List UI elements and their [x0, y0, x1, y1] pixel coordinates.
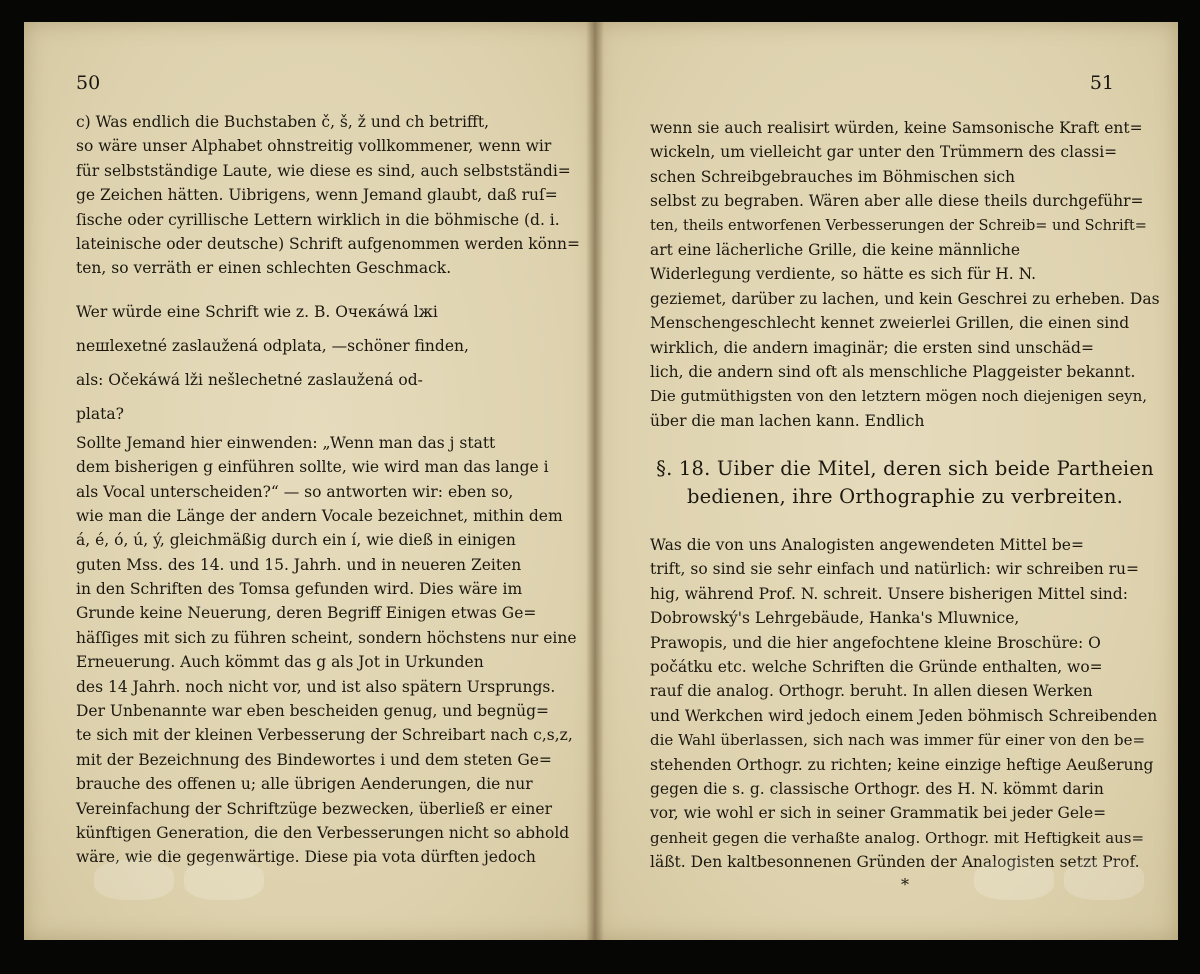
- text-line: Prawopis, und die hier angefochtene kleine Broschüre: O: [650, 633, 1101, 652]
- text-line: trift, so sind sie sehr einfach und natürlich: wir schreiben ru=: [650, 560, 1139, 579]
- text-line: Der Unbenannte war eben bescheiden genug, und begnüg=: [76, 702, 550, 721]
- text-line: läßt. Den kaltbesonnenen Gründen der Analogisten setzt Prof.: [650, 853, 1140, 872]
- text-line: Erneuerung. Auch kömmt das g als Jot in Urkunden: [76, 653, 484, 672]
- text-line: Was die von uns Analogisten angewendeten Mittel be=: [650, 536, 1084, 555]
- text-line: Menschengeschlecht kennet zweierlei Grillen, die einen sind: [650, 314, 1130, 333]
- text-line: genheit gegen die verhaßte analog. Orthogr. mit Heftigkeit aus=: [650, 828, 1145, 847]
- text-line: te sich mit der kleinen Verbesserung der Schreibart nach c,s,z,: [76, 726, 573, 745]
- watermark-stain: [974, 860, 1054, 900]
- text-line: lateinische oder deutsche) Schrift aufgenommen werden könn=: [76, 234, 580, 253]
- text-line: gegen die s. g. classische Orthogr. des H. N. kömmt darin: [650, 779, 1104, 798]
- text-line: Sollte Jemand hier einwenden: „Wenn man das j statt: [76, 433, 496, 452]
- text-line: lich, die andern sind oft als menschliche Plaggeister bekannt.: [650, 362, 1136, 381]
- text-line: ten, theils entworfenen Verbesserungen der Schreib= und Schrift=: [650, 217, 1147, 234]
- text-line: Wer würde eine Schrift wie z. B. Очекáwá lжі: [76, 302, 438, 321]
- text-line: hig, während Prof. N. schreit. Unsere bisherigen Mittel sind:: [650, 584, 1128, 603]
- paragraph-continued: [650, 116, 1160, 433]
- text-line: künftigen Generation, die den Verbesserungen nicht so abhold: [76, 823, 570, 842]
- paragraph-objection: [76, 431, 586, 699]
- left-page-text: [76, 110, 586, 870]
- text-line: häſſiges mit sich zu führen scheint, sondern höchstens nur eine: [76, 628, 577, 647]
- text-line: počátku etc. welche Schriften die Gründe enthalten, wo=: [650, 658, 1103, 677]
- text-line: die Wahl überlassen, sich nach was immer für einer von den be=: [650, 731, 1146, 750]
- text-line: rauf die analog. Orthogr. beruht. In allen diesen Werken: [650, 682, 1093, 701]
- text-line: ge Zeichen hätten. Uibrigens, wenn Jemand glaubt, daß ruſ=: [76, 186, 558, 205]
- text-line: c) Was endlich die Buchstaben č, š, ž und ch betrifft,: [76, 113, 490, 131]
- paragraph-mittel: [650, 533, 1160, 874]
- left-page: [24, 22, 598, 940]
- right-page-text: [650, 116, 1160, 895]
- footer-mark: *: [901, 874, 909, 894]
- text-line: Dobrowský's Lehrgebäude, Hanka's Mluwnice,: [650, 609, 1020, 628]
- text-line: Grunde keine Neuerung, deren Begriff Einigen etwas Ge=: [76, 604, 537, 623]
- text-line: Vereinfachung der Schriftzüge bezwecken, überließ er einer: [76, 799, 552, 818]
- right-page: [594, 22, 1178, 940]
- text-line: geziemet, darüber zu lachen, und kein Geschrei zu erheben. Das: [650, 289, 1160, 308]
- watermark-stain: [184, 860, 264, 900]
- text-line: so wäre unser Alphabet ohnstreitig vollkommener, wenn wir: [76, 137, 552, 156]
- text-line: ſische oder cyrillische Lettern wirklich in die böhmische (d. i.: [76, 210, 560, 229]
- text-line: brauche des offenen u; alle übrigen Aenderungen, die nur: [76, 775, 533, 794]
- text-line: über die man lachen kann. Endlich: [650, 411, 925, 430]
- text-line: als Vocal unterscheiden?“ — so antworten wir: eben so,: [76, 482, 514, 501]
- heading-line: §. 18. Uiber die Mitel, deren sich beide Partheien: [656, 457, 1154, 481]
- text-line: art eine lächerliche Grille, die keine männliche: [650, 240, 1021, 259]
- watermark-stain: [1064, 860, 1144, 900]
- text-line: als: Očekáwá lži nešlechetné zaslaužená od-: [76, 370, 423, 389]
- paragraph-c: [76, 110, 586, 281]
- paragraph-unbenannte: [76, 699, 586, 870]
- text-line: á, é, ó, ú, ý, gleichmäßig durch ein í, wie dieß in einigen: [76, 531, 516, 550]
- text-line: stehenden Orthogr. zu richten; keine einzige heftige Aeußerung: [650, 755, 1154, 774]
- text-line: wirklich, die andern imaginär; die ersten sind unschäd=: [650, 338, 1094, 357]
- page-number-right: 51: [1089, 72, 1114, 94]
- text-line: ten, so verräth er einen schlechten Geschmack.: [76, 259, 452, 278]
- text-line: guten Mss. des 14. und 15. Jahrh. und in neueren Zeiten: [76, 555, 522, 574]
- heading-line: bedienen, ihre Orthographie zu verbreiten.: [686, 485, 1124, 509]
- text-line: des 14 Jahrh. noch nicht vor, und ist also spätern Ursprungs.: [76, 677, 556, 696]
- text-line: in den Schriften des Tomsa gefunden wird. Dies wäre im: [76, 580, 523, 599]
- text-line: und Werkchen wird jedoch einem Jeden böhmisch Schreibenden: [650, 706, 1158, 725]
- text-line: vor, wie wohl er sich in seiner Grammatik bei jeder Gele=: [650, 804, 1107, 823]
- text-line: neшlexetné zaslaužená odplata, —schöner finden,: [76, 336, 469, 355]
- text-line: wie man die Länge der andern Vocale bezeichnet, mithin dem: [76, 506, 563, 525]
- text-line: dem bisherigen g einführen sollte, wie wird man das lange i: [76, 458, 549, 477]
- example-paragraph: [76, 295, 586, 431]
- text-line: wäre, wie die gegenwärtige. Diese pia vota dürften jedoch: [76, 848, 536, 867]
- text-line: Die gutmüthigsten von den letztern mögen noch diejenigen seyn,: [650, 387, 1148, 406]
- text-line: wickeln, um vielleicht gar unter den Trümmern des classi=: [650, 143, 1118, 162]
- text-line: Widerlegung verdiente, so hätte es sich für H. N.: [650, 265, 1037, 284]
- text-line: selbst zu begraben. Wären aber alle diese theils durchgeführ=: [650, 192, 1144, 211]
- text-line: schen Schreibgebrauches im Böhmischen sich: [650, 167, 1016, 186]
- section-heading: [650, 455, 1160, 511]
- page-number-left: 50: [76, 72, 101, 94]
- book-gutter: [586, 22, 604, 940]
- text-line: wenn sie auch realisirt würden, keine Samsonische Kraft ent=: [650, 119, 1143, 137]
- watermark-stain: [94, 860, 174, 900]
- text-line: mit der Bezeichnung des Bindewortes i und dem steten Ge=: [76, 750, 552, 769]
- text-line: für selbstständige Laute, wie diese es sind, auch selbstständi=: [76, 161, 571, 180]
- text-line: plata?: [76, 404, 124, 423]
